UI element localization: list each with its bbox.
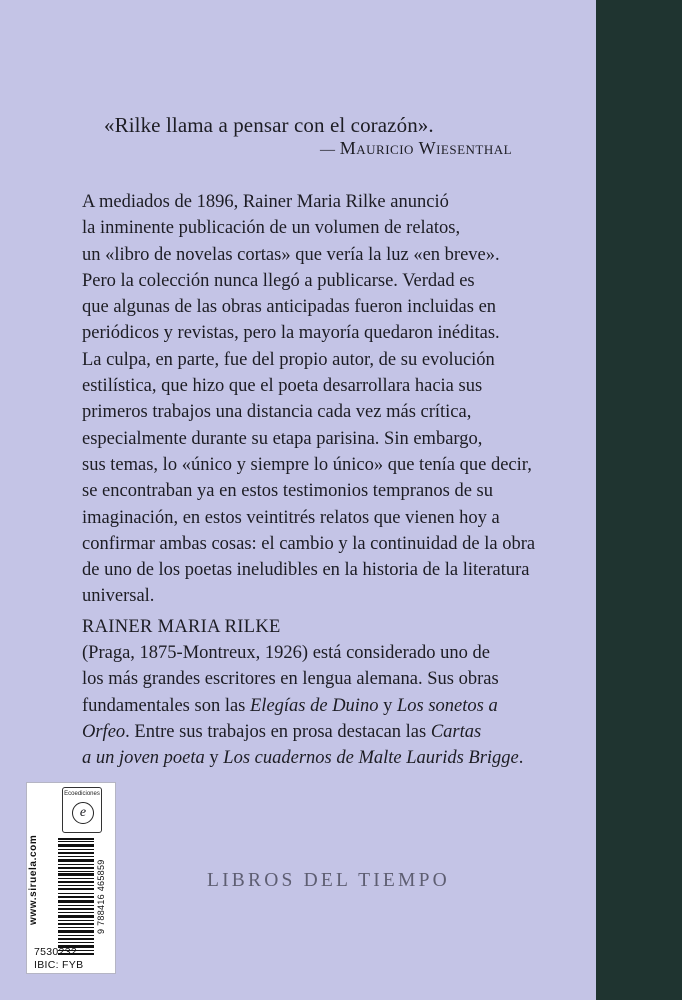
publisher-website: www.siruela.com — [28, 834, 39, 926]
book-title-malte: Los cuadernos de Malte Laurids Brigge — [223, 748, 519, 769]
bio-line: (Praga, 1875-Montreux, 1926) está considerado uno de — [82, 643, 490, 663]
bio-text: . Entre sus trabajos en prosa destacan las — [125, 721, 431, 742]
synopsis-line: imaginación, en estos veintitrés relatos que vienen hoy a — [82, 507, 500, 528]
quote-author-name: Mauricio Wiesenthal — [339, 138, 513, 158]
barcode-icon — [58, 838, 94, 956]
series-name: LIBROS DEL TIEMPO — [207, 870, 450, 891]
bio-text: . — [518, 748, 524, 769]
synopsis-line: Pero la colección nunca llegó a publicarse. Verdad es — [82, 270, 475, 291]
synopsis-line: especialmente durante su etapa parisina. Sin embargo, — [82, 428, 483, 449]
bio-line — [82, 693, 592, 719]
eco-seal-icon — [62, 787, 102, 833]
synopsis-line: se encontraban ya en estos testimonios tempranos de su — [82, 481, 494, 502]
book-title-orfeo: Orfeo — [82, 721, 126, 742]
synopsis-line: la inminente publicación de un volumen de relatos, — [82, 218, 461, 239]
bio-line — [82, 745, 592, 771]
synopsis-line: A mediados de 1896, Rainer Maria Rilke anunció — [82, 192, 449, 212]
synopsis-line: universal. — [82, 586, 155, 607]
synopsis-line: estilística, que hizo que el poeta desarrollara hacia sus — [82, 376, 483, 397]
synopsis-line: confirmar ambas cosas: el cambio y la continuidad de la obra — [82, 533, 536, 554]
book-title-sonetos: Los sonetos a — [396, 695, 498, 716]
quote-author: — Mauricio Wiesenthal — [320, 138, 513, 158]
synopsis-line: primeros trabajos una distancia cada vez más crítica, — [82, 402, 472, 423]
ibic-code: IBIC: FYB — [34, 959, 84, 971]
synopsis-line: La culpa, en parte, fue del propio autor, de su evolución — [82, 349, 495, 370]
isbn-number: 9 788416 465859 — [96, 859, 106, 935]
synopsis-line: de uno de los poetas ineludibles en la historia de la literatura — [82, 560, 530, 581]
seal-mark: e — [79, 805, 87, 820]
synopsis-line: sus temas, lo «único y siempre lo único» que tenía que decir, — [82, 454, 532, 475]
seal-label: Ecoediciones — [64, 791, 100, 797]
bio-text: fundamentales son las — [82, 695, 250, 716]
bio-text: y — [378, 695, 397, 716]
seal-circle-icon — [72, 802, 94, 824]
synopsis-line: que algunas de las obras anticipadas fueron incluidas en — [82, 297, 497, 318]
author-name-heading: RAINER MARIA RILKE — [82, 617, 281, 637]
bio-text: y — [204, 748, 224, 769]
bio-line: los más grandes escritores en lengua alemana. Sus obras — [82, 669, 499, 690]
synopsis-line: periódicos y revistas, pero la mayoría quedaron inéditas. — [82, 323, 500, 344]
book-spine — [596, 0, 682, 1000]
synopsis — [82, 189, 592, 610]
author-bio — [82, 640, 592, 771]
quote-text: «Rilke llama a pensar con el corazón». — [104, 113, 434, 137]
book-title-joven-poeta: a un joven poeta — [82, 748, 205, 769]
product-code: 7530232 — [34, 946, 77, 958]
bio-line — [82, 719, 592, 745]
synopsis-line: un «libro de novelas cortas» que vería la luz «en breve». — [82, 244, 500, 265]
book-title-cartas: Cartas — [430, 721, 482, 742]
book-title-elegias: Elegías de Duino — [250, 695, 379, 716]
